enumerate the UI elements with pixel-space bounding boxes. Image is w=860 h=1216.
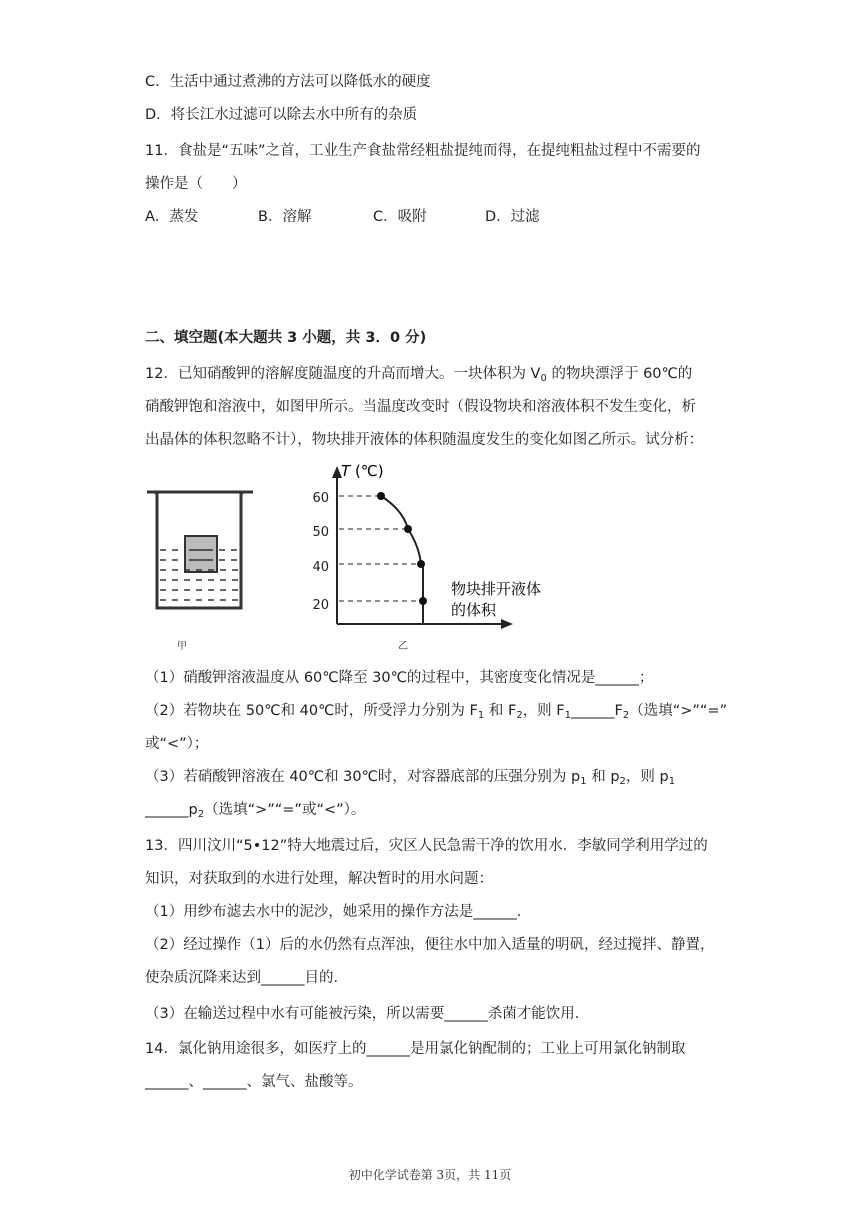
y-tick-20: 20 — [312, 598, 329, 613]
option-c: C．生活中通过煮沸的方法可以降低水的硬度 — [145, 74, 431, 90]
figure-jia-beaker — [145, 488, 255, 618]
figure-yi-graph — [305, 458, 555, 638]
q11-option-c: C．吸附 — [373, 209, 427, 225]
question-12-line-3: 出晶体的体积忽略不计），物块排开液体的体积随温度发生的变化如图乙所示。试分析： — [145, 432, 704, 448]
question-12-part-1: （1）硝酸钾溶液温度从 60℃降至 30℃的过程中，其密度变化情况是______； — [145, 670, 654, 686]
page-footer: 初中化学试卷第 3页，共 11页 — [348, 1168, 512, 1182]
option-d: D．将长江水过滤可以除去水中所有的杂质 — [145, 107, 418, 123]
question-12-line-1: 12．已知硝酸钾的溶解度随温度的升高而增大。一块体积为 $V_0$ 的物块漂浮于 60℃的 — [145, 366, 693, 384]
question-13-line-1: 13．四川汶川“5•12”特大地震过后，灾区人民急需干净的饮用水．李敏同学利用学过的 — [145, 838, 708, 854]
y-tick-60: 60 — [312, 491, 329, 506]
question-12-part-3-line-2: $\_\_\_\_\_\_p_2$（选填“>”“=”或“<”）。 — [145, 802, 366, 820]
figure-jia-label: 甲 — [177, 641, 187, 652]
question-13-part-2-line-2: 使杂质沉降来达到______目的． — [145, 970, 348, 986]
curve-label-line-1: 物块排开液体 — [451, 580, 542, 598]
question-13-part-1: （1）用纱布滤去水中的泥沙，她采用的操作方法是______． — [145, 904, 532, 920]
y-tick-50: 50 — [312, 525, 329, 540]
y-tick-40: 40 — [312, 560, 329, 575]
curve-label-line-2: 的体积 — [451, 601, 497, 619]
q11-option-d: D．过滤 — [485, 209, 540, 225]
question-12-part-2-line-1: （2）若物块在 50℃和 40℃时，所受浮力分别为 $F_1$ 和 $F_2$，则 $F_1\_\_\_\_\_\_F_2$（选填“>”“=” — [145, 703, 728, 721]
question-14-line-1: 14．氯化钠用途很多，如医疗上的______是用氯化钠配制的；工业上可用氯化钠制取 — [145, 1041, 686, 1057]
question-12-part-3-line-1: （3）若硝酸钾溶液在 40℃和 30℃时，对容器底部的压强分别为 $p_1$ 和 $p_2$，则 $p_1$ — [145, 769, 676, 787]
figure-yi-label: 乙 — [398, 641, 408, 652]
question-14-line-2: ______、______、氯气、盐酸等。 — [145, 1074, 363, 1090]
question-11-line-1: 11．食盐是“五味”之首，工业生产食盐常经粗盐提纯而得，在提纯粗盐过程中不需要的 — [145, 143, 701, 159]
question-13-line-2: 知识，对获取到的水进行处理，解决暂时的用水问题： — [145, 871, 493, 887]
question-12-line-2: 硝酸钾饱和溶液中，如图甲所示。当温度改变时（假设物块和溶液体积不发生变化，析 — [145, 399, 696, 415]
question-11-line-2: 操作是（ ） — [145, 176, 247, 192]
section-heading: 二、填空题(本大题共 3 小题，共 3．0 分) — [145, 330, 427, 346]
q11-option-a: A．蒸发 — [145, 209, 199, 225]
question-13-part-2-line-1: （2）经过操作（1）后的水仍然有点浑浊，便往水中加入适量的明矾，经过搅拌、静置， — [145, 937, 715, 953]
axis-t-label: T — [341, 462, 351, 480]
q11-option-b: B．溶解 — [258, 209, 312, 225]
question-13-part-3: （3）在输送过程中水有可能被污染，所以需要______杀菌才能饮用． — [145, 1006, 590, 1022]
question-12-part-2-line-2: 或“<”）； — [145, 736, 209, 752]
axis-unit-label: (℃) — [355, 462, 384, 480]
